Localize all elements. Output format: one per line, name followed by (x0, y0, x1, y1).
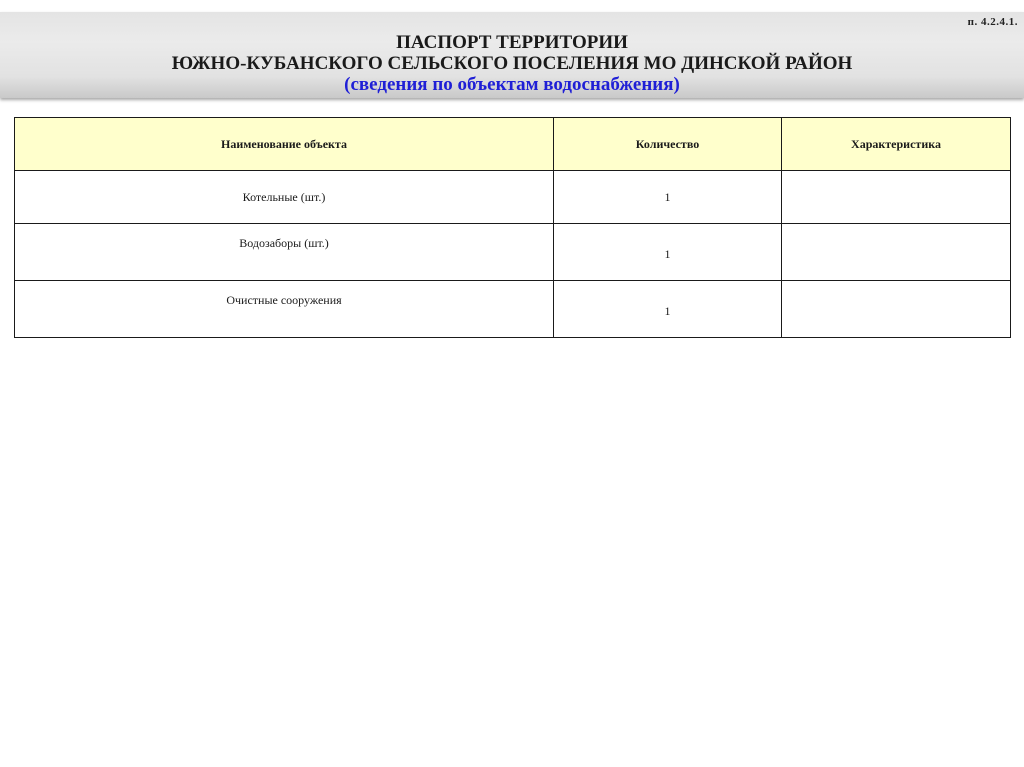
title-line-1: ПАСПОРТ ТЕРРИТОРИИ (396, 32, 628, 53)
row-characteristic-cell (782, 224, 1011, 281)
row-name-cell: Котельные (шт.) (15, 171, 554, 224)
row-characteristic-cell (782, 281, 1011, 338)
subtitle: (сведения по объектам водоснабжения) (344, 74, 680, 95)
table-row (15, 171, 1011, 224)
header-band (0, 12, 1024, 98)
table-row (15, 281, 1011, 338)
column-header-name: Наименование объекта (15, 118, 554, 171)
title-line-2: ЮЖНО-КУБАНСКОГО СЕЛЬСКОГО ПОСЕЛЕНИЯ МО ДИНСКОЙ РАЙОН (171, 53, 853, 74)
row-name-cell: Водозаборы (шт.) (15, 224, 554, 281)
title-block (0, 32, 1024, 95)
row-quantity-cell: 1 (554, 171, 782, 224)
row-name-cell: Очистные сооружения (15, 281, 554, 338)
table-row (15, 224, 1011, 281)
water-supply-table (14, 117, 1011, 338)
slide-number: п. 4.2.4.1. (967, 16, 1018, 28)
table-header-row (15, 118, 1011, 171)
column-header-quantity: Количество (554, 118, 782, 171)
row-quantity-cell: 1 (554, 281, 782, 338)
row-characteristic-cell (782, 171, 1011, 224)
column-header-characteristic: Характеристика (782, 118, 1011, 171)
row-quantity-cell: 1 (554, 224, 782, 281)
